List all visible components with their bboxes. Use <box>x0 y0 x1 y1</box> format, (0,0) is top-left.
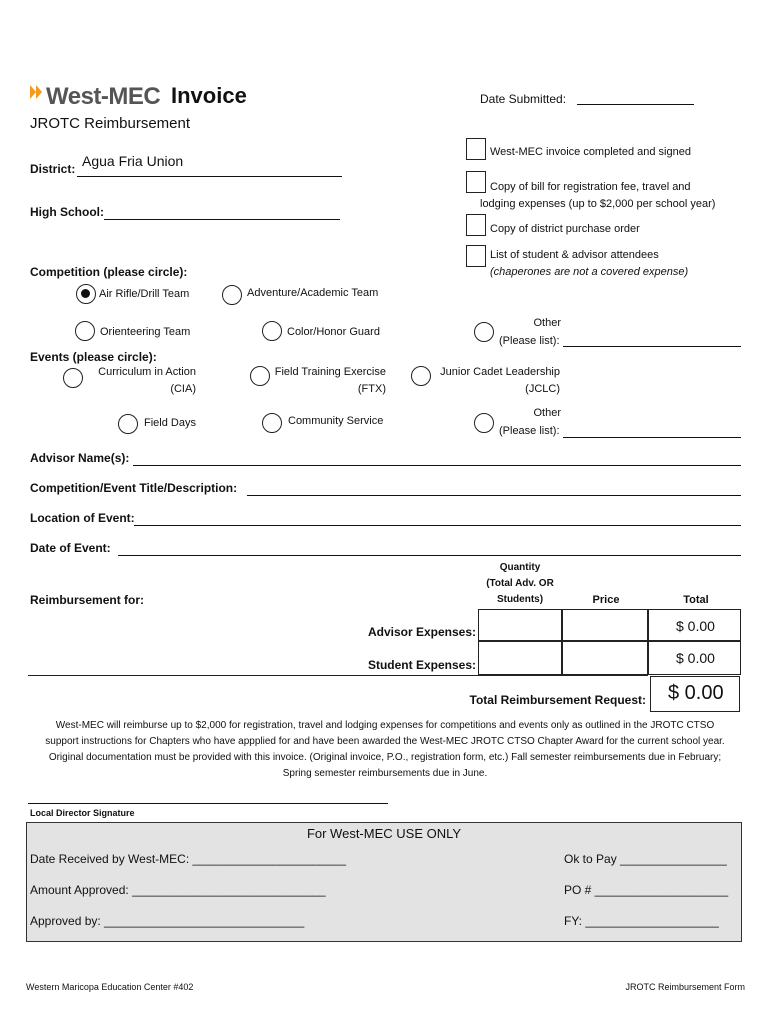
advisor-names-field[interactable] <box>133 453 741 466</box>
qty-header-1: Quantity <box>499 562 541 573</box>
adventure-academic-radio[interactable] <box>222 285 242 305</box>
advisor-names-label: Advisor Name(s): <box>30 451 130 465</box>
qty-header-3: Students) <box>496 594 544 605</box>
high-school-field[interactable] <box>104 207 340 220</box>
total-request-cell[interactable] <box>650 676 740 712</box>
checklist-bill-label-1: Copy of bill for registration fee, travel and <box>490 181 691 193</box>
advisor-qty-cell[interactable] <box>478 609 562 641</box>
events-other-label-2: (Please list): <box>499 425 560 437</box>
student-qty-cell[interactable] <box>478 641 562 675</box>
event-title-field[interactable] <box>247 483 741 496</box>
competition-label: Competition (please circle): <box>30 265 188 279</box>
total-header: Total <box>683 594 709 606</box>
fy-text: FY: ____________________ <box>564 914 719 928</box>
district-value: Agua Fria Union <box>82 153 184 169</box>
competition-other-label-1: Other <box>533 317 561 329</box>
district-label: District: <box>30 162 76 176</box>
page-title: Invoice <box>171 83 247 108</box>
office-use-title: For West-MEC USE ONLY <box>306 826 462 841</box>
approved-by-text: Approved by: ______________________________ <box>30 914 305 928</box>
events-other-label-1: Other <box>533 407 561 419</box>
date-submitted-field[interactable] <box>577 92 694 105</box>
air-rifle-label: Air Rifle/Drill Team <box>99 288 190 300</box>
notice-line-4: Spring semester reimbursements due in June. <box>282 768 488 779</box>
student-total-value: $ 0.00 <box>676 650 715 666</box>
ok-to-pay-text: Ok to Pay ________________ <box>564 852 727 866</box>
competition-other-radio[interactable] <box>474 322 494 342</box>
checklist-invoice-checkbox[interactable] <box>466 138 486 160</box>
date-received-text: Date Received by West-MEC: _______________________ <box>30 852 346 866</box>
orienteering-radio[interactable] <box>75 321 95 341</box>
reimbursement-label: Reimbursement for: <box>30 593 145 607</box>
footer-right: JROTC Reimbursement Form <box>625 982 745 992</box>
jclc-radio[interactable] <box>411 366 431 386</box>
notice-line-2: support instructions for Chapters who have appplied for and have been awarded the West-MEC JROTC CTSO Chapter Award for the current school year. <box>45 736 725 747</box>
jclc-label-1: Junior Cadet Leadership <box>440 366 560 378</box>
page-subtitle: JROTC Reimbursement <box>30 115 191 132</box>
student-price-cell[interactable] <box>562 641 648 675</box>
color-honor-guard-radio[interactable] <box>262 321 282 341</box>
high-school-label: High School: <box>30 205 104 219</box>
date-of-event-field[interactable] <box>118 543 741 556</box>
competition-other-label-2: (Please list): <box>499 335 560 347</box>
adventure-academic-label: Adventure/Academic Team <box>247 287 379 299</box>
events-label: Events (please circle): <box>30 350 157 364</box>
location-field[interactable] <box>134 513 741 526</box>
checklist-attendees-label-2: (chaperones are not a covered expense) <box>490 266 689 278</box>
color-honor-guard-label: Color/Honor Guard <box>287 326 380 338</box>
logo <box>30 83 180 109</box>
qty-header-2: (Total Adv. OR <box>486 578 554 589</box>
checklist-po-label: Copy of district purchase order <box>490 223 640 235</box>
cia-label-1: Curriculum in Action <box>98 366 196 378</box>
student-total-cell[interactable] <box>648 641 741 675</box>
advisor-price-cell[interactable] <box>562 609 648 641</box>
checklist-po-checkbox[interactable] <box>466 214 486 236</box>
logo-chevrons-icon <box>30 85 46 101</box>
events-other-radio[interactable] <box>474 413 494 433</box>
ftx-label-1: Field Training Exercise <box>274 366 386 378</box>
checklist-bill-label-2: lodging expenses (up to $2,000 per school year) <box>480 198 716 210</box>
amount-approved-text: Amount Approved: _____________________________ <box>30 883 326 897</box>
notice-line-3: Original documentation must be provided with this invoice. (Original invoice, P.O., registration form, etc.) Fall semester reimbursements due in February; <box>48 752 722 763</box>
notice-line-1: West-MEC will reimburse up to $2,000 for registration, travel and lodging expenses for competitions and events only as outlined in the JROTC CTSO <box>55 720 715 731</box>
community-service-radio[interactable] <box>262 413 282 433</box>
student-expenses-label: Student Expenses: <box>367 658 476 672</box>
price-header: Price <box>592 594 620 606</box>
cia-label-2: (CIA) <box>170 383 196 395</box>
table-rule <box>28 675 648 676</box>
checklist-bill-checkbox[interactable] <box>466 171 486 193</box>
orienteering-label: Orienteering Team <box>100 326 191 338</box>
field-days-label: Field Days <box>144 417 196 429</box>
advisor-total-cell[interactable] <box>648 609 741 641</box>
cia-radio[interactable] <box>63 368 83 388</box>
event-title-label: Competition/Event Title/Description: <box>30 481 238 495</box>
competition-other-field[interactable] <box>563 334 741 347</box>
total-request-label: Total Reimbursement Request: <box>469 693 646 707</box>
advisor-expenses-label: Advisor Expenses: <box>367 625 476 639</box>
ftx-radio[interactable] <box>250 366 270 386</box>
air-rifle-radio[interactable] <box>76 284 96 304</box>
advisor-total-value: $ 0.00 <box>676 618 715 634</box>
total-request-value: $ 0.00 <box>668 682 724 704</box>
office-use-box <box>26 822 742 942</box>
logo-text: West-MEC <box>46 83 161 110</box>
community-service-label: Community Service <box>288 415 384 427</box>
checklist-invoice-label: West-MEC invoice completed and signed <box>490 146 691 158</box>
checklist-attendees-checkbox[interactable] <box>466 245 486 267</box>
po-text: PO # ____________________ <box>564 883 729 897</box>
jclc-label-2: (JCLC) <box>525 383 560 395</box>
footer-left: Western Maricopa Education Center #402 <box>26 982 194 992</box>
ftx-label-2: (FTX) <box>357 383 386 395</box>
field-days-radio[interactable] <box>118 414 138 434</box>
signature-label: Local Director Signature <box>30 808 135 818</box>
checklist-attendees-label-1: List of student & advisor attendees <box>490 249 659 261</box>
events-other-field[interactable] <box>563 425 741 438</box>
date-of-event-label: Date of Event: <box>30 541 111 555</box>
date-submitted-label: Date Submitted: <box>480 92 567 106</box>
location-label: Location of Event: <box>30 511 135 525</box>
